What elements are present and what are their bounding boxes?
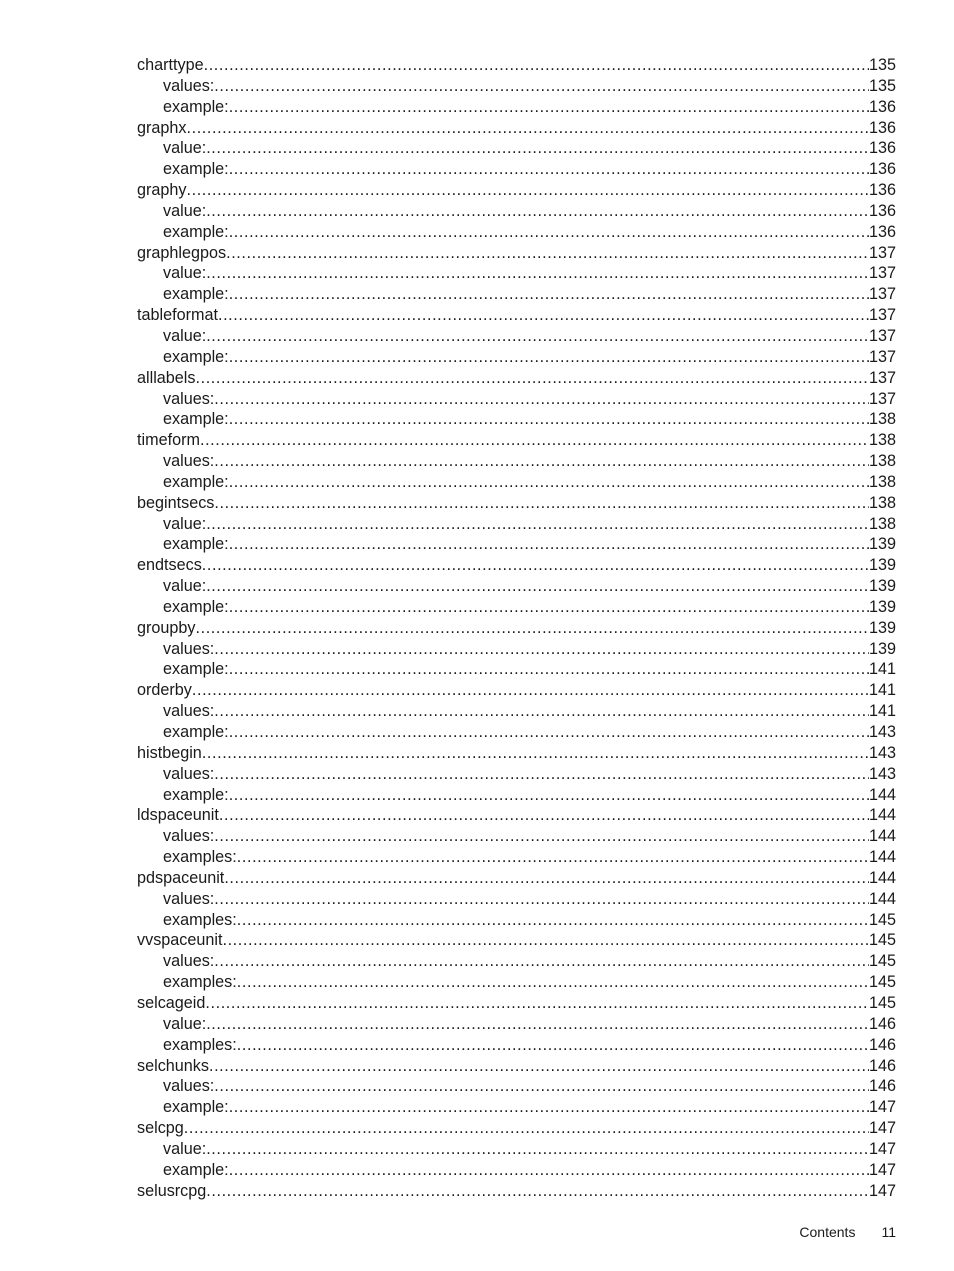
toc-entry-label: values: [163, 452, 215, 471]
toc-dot-leader [205, 993, 869, 1014]
toc-entry-page-number: 145 [868, 910, 896, 929]
toc-entry-page-number: 138 [868, 493, 896, 512]
toc-entry[interactable] [137, 1097, 896, 1118]
toc-entry[interactable] [137, 263, 896, 284]
toc-dot-leader [224, 868, 869, 889]
toc-entry-page-number: 147 [868, 1119, 896, 1138]
toc-entry[interactable] [137, 493, 896, 514]
toc-dot-leader [218, 305, 869, 326]
toc-dot-leader [206, 138, 869, 159]
toc-dot-leader [214, 826, 869, 847]
toc-dot-leader [200, 430, 869, 451]
toc-dot-leader [196, 368, 869, 389]
toc-entry[interactable] [137, 118, 896, 139]
toc-dot-leader [219, 805, 869, 826]
toc-entry-page-number: 144 [868, 889, 896, 908]
toc-dot-leader [187, 180, 869, 201]
toc-dot-leader [209, 1056, 869, 1077]
toc-entry[interactable] [137, 389, 896, 410]
toc-entry-page-number: 138 [868, 452, 896, 471]
toc-entry-label: example: [163, 597, 229, 616]
toc-entry[interactable] [137, 743, 896, 764]
toc-entry[interactable] [137, 659, 896, 680]
toc-entry-label: values: [163, 764, 215, 783]
toc-entry[interactable] [137, 1160, 896, 1181]
toc-entry[interactable] [137, 305, 896, 326]
toc-entry[interactable] [137, 1181, 896, 1202]
toc-dot-leader [206, 1139, 869, 1160]
toc-entry-label: charttype [137, 56, 204, 74]
toc-entry-page-number: 146 [868, 1056, 896, 1075]
toc-entry-label: values: [163, 827, 215, 846]
toc-entry[interactable] [137, 701, 896, 722]
toc-dot-leader [206, 1014, 869, 1035]
toc-entry[interactable] [137, 576, 896, 597]
toc-dot-leader [229, 472, 869, 493]
toc-entry[interactable] [137, 847, 896, 868]
toc-dot-leader [206, 201, 869, 222]
toc-entry-page-number: 143 [868, 764, 896, 783]
toc-entry-label: example: [163, 410, 229, 429]
toc-entry[interactable] [137, 1014, 896, 1035]
toc-dot-leader [187, 118, 869, 139]
toc-dot-leader [229, 597, 869, 618]
toc-entry-label: values: [163, 702, 215, 721]
toc-dot-leader [214, 701, 869, 722]
toc-entry-page-number: 144 [868, 806, 896, 825]
toc-entry-label: selcpg [137, 1119, 184, 1138]
toc-entry-label: example: [163, 1098, 229, 1117]
toc-entry-page-number: 144 [868, 785, 896, 804]
page-footer [799, 1222, 896, 1242]
toc-entry-label: values: [163, 952, 215, 971]
toc-dot-leader [229, 785, 869, 806]
toc-entry-label: selcageid [137, 993, 206, 1012]
toc-entry-label: selchunks [137, 1056, 209, 1075]
toc-entry[interactable] [137, 180, 896, 201]
toc-entry-label: examples: [163, 973, 237, 992]
toc-entry-page-number: 139 [868, 577, 896, 596]
toc-entry-page-number: 137 [868, 285, 896, 304]
toc-entry-page-number: 139 [868, 556, 896, 575]
toc-entry-page-number: 139 [868, 618, 896, 637]
toc-entry[interactable] [137, 972, 896, 993]
toc-entry-page-number: 145 [868, 973, 896, 992]
toc-dot-leader [214, 493, 869, 514]
toc-dot-leader [229, 409, 869, 430]
toc-entry-label: selusrcpg [137, 1181, 207, 1200]
toc-dot-leader [229, 222, 869, 243]
toc-dot-leader [214, 889, 869, 910]
toc-entry-label: value: [163, 577, 207, 596]
toc-entry-label: example: [163, 785, 229, 804]
toc-entry-page-number: 136 [868, 139, 896, 158]
toc-entry-label: timeform [137, 431, 200, 450]
toc-entry-page-number: 146 [868, 1035, 896, 1054]
toc-entry-label: value: [163, 264, 207, 283]
toc-entry-label: example: [163, 222, 229, 241]
toc-entry[interactable] [137, 555, 896, 576]
toc-dot-leader [214, 1076, 869, 1097]
toc-entry[interactable] [137, 159, 896, 180]
toc-entry-page-number: 143 [868, 723, 896, 741]
toc-entry-label: endtsecs [137, 556, 202, 575]
toc-entry-label: graphx [137, 118, 187, 137]
toc-entry-page-number: 138 [868, 431, 896, 450]
toc-dot-leader [229, 1160, 869, 1181]
toc-dot-leader [214, 451, 869, 472]
toc-entry-page-number: 145 [868, 993, 896, 1012]
toc-entry-page-number: 137 [868, 347, 896, 366]
toc-entry-page-number: 146 [868, 1014, 896, 1033]
toc-entry[interactable] [137, 597, 896, 618]
toc-dot-leader [206, 263, 869, 284]
toc-entry-page-number: 138 [868, 514, 896, 533]
toc-entry-label: example: [163, 285, 229, 304]
toc-dot-leader [229, 284, 869, 305]
toc-dot-leader [229, 534, 869, 555]
toc-dot-leader [206, 576, 869, 597]
toc-entry-page-number: 143 [868, 743, 896, 762]
toc-entry-page-number: 145 [868, 931, 896, 950]
toc-entry-label: vvspaceunit [137, 931, 223, 950]
toc-entry[interactable] [137, 639, 896, 660]
toc-entry[interactable] [137, 326, 896, 347]
toc-dot-leader [222, 930, 869, 951]
toc-dot-leader [237, 847, 869, 868]
toc-entry-page-number: 137 [868, 368, 896, 387]
toc-entry-page-number: 136 [868, 181, 896, 200]
toc-entry-label: values: [163, 1077, 215, 1096]
toc-entry-page-number: 147 [868, 1139, 896, 1158]
toc-entry[interactable] [137, 534, 896, 555]
toc-entry-label: values: [163, 389, 215, 408]
toc-dot-leader [229, 659, 869, 680]
toc-entry-label: begintsecs [137, 493, 215, 512]
toc-entry-label: values: [163, 76, 215, 95]
toc-entry-label: example: [163, 535, 229, 554]
toc-entry-label: examples: [163, 1035, 237, 1054]
toc-entry-page-number: 135 [868, 76, 896, 95]
toc-entry[interactable] [137, 201, 896, 222]
toc-entry-label: histbegin [137, 743, 202, 762]
toc-entry-page-number: 135 [868, 56, 896, 74]
toc-entry[interactable] [137, 430, 896, 451]
footer-section-label: Contents [799, 1224, 856, 1240]
toc-entry[interactable] [137, 680, 896, 701]
toc-dot-leader [192, 680, 869, 701]
toc-dot-leader [229, 347, 869, 368]
toc-entry-label: values: [163, 639, 215, 658]
toc-entry[interactable] [137, 764, 896, 785]
toc-dot-leader [204, 55, 869, 76]
toc-dot-leader [237, 910, 869, 931]
toc-entry[interactable] [137, 347, 896, 368]
toc-entry[interactable] [137, 222, 896, 243]
toc-entry-page-number: 145 [868, 952, 896, 971]
toc-entry-label: pdspaceunit [137, 868, 225, 887]
toc-entry-label: value: [163, 514, 207, 533]
table-of-contents [137, 55, 896, 1201]
toc-entry[interactable] [137, 910, 896, 931]
toc-entry-page-number: 144 [868, 827, 896, 846]
toc-entry[interactable] [137, 993, 896, 1014]
toc-entry-page-number: 136 [868, 160, 896, 179]
toc-entry-label: value: [163, 201, 207, 220]
toc-entry[interactable] [137, 805, 896, 826]
toc-entry[interactable] [137, 1035, 896, 1056]
toc-entry[interactable] [137, 55, 896, 76]
toc-dot-leader [206, 326, 869, 347]
toc-entry-page-number: 136 [868, 201, 896, 220]
toc-entry[interactable] [137, 97, 896, 118]
toc-entry[interactable] [137, 1118, 896, 1139]
toc-entry[interactable] [137, 451, 896, 472]
toc-entry-label: examples: [163, 910, 237, 929]
toc-entry-label: tableformat [137, 306, 218, 325]
toc-entry-page-number: 146 [868, 1077, 896, 1096]
toc-entry[interactable] [137, 722, 896, 743]
toc-entry[interactable] [137, 951, 896, 972]
toc-dot-leader [237, 1035, 869, 1056]
toc-entry[interactable] [137, 1076, 896, 1097]
toc-entry-page-number: 141 [868, 681, 896, 700]
toc-entry-label: value: [163, 326, 207, 345]
toc-dot-leader [226, 243, 869, 264]
toc-entry[interactable] [137, 284, 896, 305]
toc-entry-label: example: [163, 723, 229, 741]
toc-entry-label: ldspaceunit [137, 806, 219, 825]
toc-dot-leader [214, 951, 869, 972]
toc-entry-page-number: 144 [868, 848, 896, 867]
toc-entry-label: groupby [137, 618, 196, 637]
toc-dot-leader [196, 618, 869, 639]
toc-entry[interactable] [137, 243, 896, 264]
toc-entry-label: example: [163, 660, 229, 679]
toc-entry[interactable] [137, 368, 896, 389]
toc-entry[interactable] [137, 826, 896, 847]
toc-entry-page-number: 147 [868, 1160, 896, 1179]
toc-entry-label: example: [163, 472, 229, 491]
toc-entry[interactable] [137, 76, 896, 97]
toc-entry[interactable] [137, 138, 896, 159]
toc-entry-page-number: 136 [868, 97, 896, 116]
toc-dot-leader [214, 639, 869, 660]
toc-entry-label: value: [163, 139, 207, 158]
toc-entry-page-number: 138 [868, 410, 896, 429]
toc-dot-leader [237, 972, 869, 993]
toc-dot-leader [202, 555, 869, 576]
toc-dot-leader [206, 1181, 869, 1202]
toc-entry[interactable] [137, 930, 896, 951]
toc-entry[interactable] [137, 889, 896, 910]
toc-entry[interactable] [137, 1056, 896, 1077]
toc-entry[interactable] [137, 1139, 896, 1160]
toc-entry-page-number: 137 [868, 243, 896, 262]
toc-entry[interactable] [137, 472, 896, 493]
toc-dot-leader [229, 1097, 869, 1118]
toc-entry-label: examples: [163, 848, 237, 867]
toc-entry-page-number: 136 [868, 222, 896, 241]
toc-entry[interactable] [137, 868, 896, 889]
footer-page-number: 11 [881, 1224, 896, 1240]
toc-dot-leader [229, 722, 869, 743]
toc-entry-page-number: 141 [868, 660, 896, 679]
toc-entry-page-number: 136 [868, 118, 896, 137]
toc-entry-page-number: 137 [868, 264, 896, 283]
toc-entry-page-number: 137 [868, 389, 896, 408]
toc-dot-leader [202, 743, 869, 764]
toc-entry-page-number: 147 [868, 1181, 896, 1200]
toc-entry-page-number: 138 [868, 472, 896, 491]
toc-dot-leader [214, 764, 869, 785]
toc-entry-page-number: 139 [868, 639, 896, 658]
toc-entry-label: value: [163, 1139, 207, 1158]
toc-entry-label: example: [163, 97, 229, 116]
toc-entry-page-number: 144 [868, 868, 896, 887]
toc-entry-page-number: 141 [868, 702, 896, 721]
toc-entry-label: example: [163, 1160, 229, 1179]
toc-entry[interactable] [137, 409, 896, 430]
toc-entry-page-number: 137 [868, 326, 896, 345]
toc-entry[interactable] [137, 514, 896, 535]
toc-entry-page-number: 147 [868, 1098, 896, 1117]
toc-entry[interactable] [137, 785, 896, 806]
toc-entry-label: example: [163, 160, 229, 179]
toc-entry-label: graphlegpos [137, 243, 227, 262]
toc-entry-label: value: [163, 1014, 207, 1033]
toc-dot-leader [214, 76, 869, 97]
toc-dot-leader [184, 1118, 869, 1139]
toc-dot-leader [229, 97, 869, 118]
toc-dot-leader [206, 514, 869, 535]
toc-entry-label: alllabels [137, 368, 196, 387]
toc-entry-page-number: 139 [868, 535, 896, 554]
toc-entry-label: graphy [137, 181, 187, 200]
toc-dot-leader [214, 389, 869, 410]
toc-dot-leader [229, 159, 869, 180]
toc-entry-page-number: 137 [868, 306, 896, 325]
toc-entry-page-number: 139 [868, 597, 896, 616]
toc-entry-label: orderby [137, 681, 192, 700]
toc-entry-label: example: [163, 347, 229, 366]
toc-entry[interactable] [137, 618, 896, 639]
toc-entry-label: values: [163, 889, 215, 908]
